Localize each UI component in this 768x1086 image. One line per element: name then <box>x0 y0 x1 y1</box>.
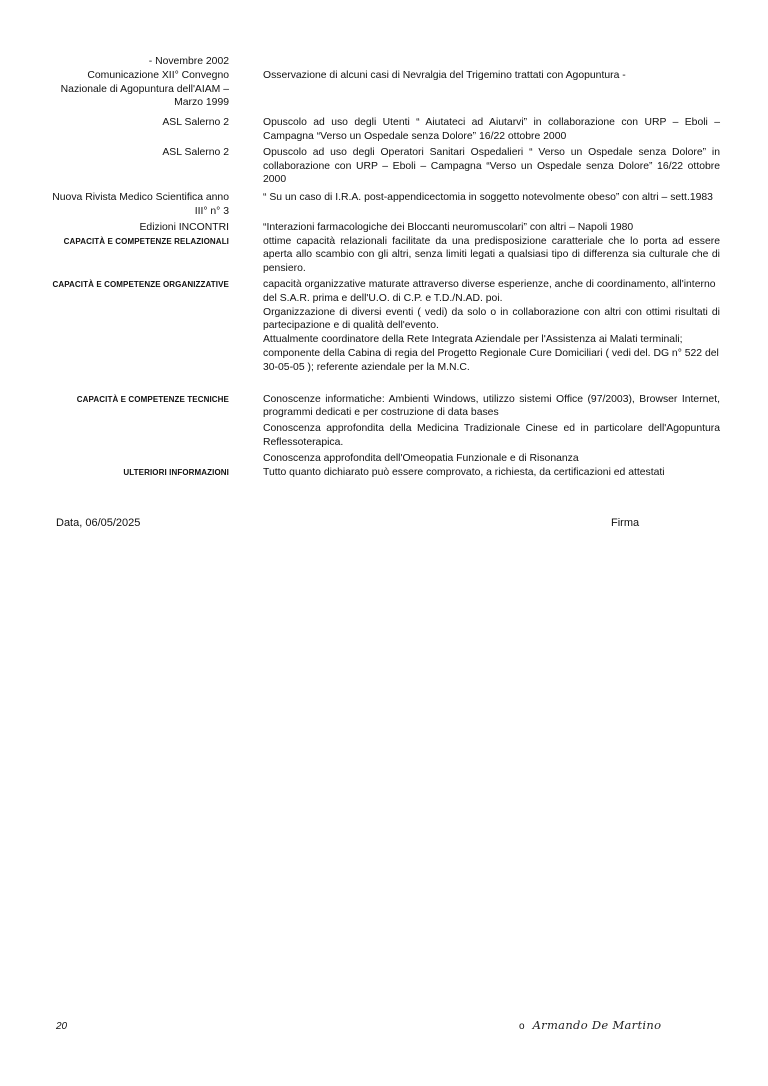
row-label: Comunicazione XII° Convegno Nazionale di Agopuntura dell'AIAM – Marzo 1999 <box>60 69 229 109</box>
paragraph: Conoscenza approfondita della Medicina Tradizionale Cinese ed in particolare dell'Agopuntura Reflessoterapica. <box>263 423 720 448</box>
cv-table <box>40 55 720 479</box>
section-paragraphs <box>263 393 720 466</box>
row-label: - Novembre 2002 <box>148 56 229 67</box>
page-number: 20 <box>56 1021 68 1032</box>
paragraph: capacità organizzative maturate attraverso diverse esperienze, anche di coordinamento, all'interno del S.A.R. prima e dell'U.O. di C.P. e T.D./N.AD. poi. <box>263 278 716 304</box>
date-line: Data, 06/05/2025 <box>56 517 141 529</box>
section-label: CAPACITÀ E COMPETENZE RELAZIONALI <box>63 236 229 246</box>
row-label: ASL Salerno 2 <box>162 117 229 129</box>
author-signature: Armando De Martino <box>532 1018 662 1032</box>
row-label: Edizioni INCONTRI <box>139 221 229 233</box>
section-relazionali <box>40 235 720 276</box>
row-value: Osservazione di alcuni casi di Nevralgia del Trigemino trattati con Agopuntura - <box>263 69 626 81</box>
row-label: ASL Salerno 2 <box>162 146 229 158</box>
section-text: Tutto quanto dichiarato può essere comprovato, a richiesta, da certificazioni ed attestati <box>263 466 665 478</box>
publication-row <box>40 221 720 235</box>
row-label: Nuova Rivista Medico Scientifica anno III° n° 3 <box>52 192 229 217</box>
publication-row <box>40 69 720 110</box>
author-footer <box>519 1018 661 1032</box>
row-value: “ Su un caso di I.R.A. post-appendicectomia in soggetto notevolmente obeso” con altri – sett.1983 <box>263 192 713 204</box>
paragraph: Conoscenza approfondita dell'Omeopatia Funzionale e di Risonanza <box>263 452 579 464</box>
publication-row <box>40 146 720 187</box>
paragraph: Attualmente coordinatore della Rete Integrata Aziendale per l'Assistenza ai Malati terminali; componente della Cabina di regia del Progetto Regionale Cure Domiciliari ( vedi del. DG n° 522 del 30-05-05 ); referente aziendale per la M.N.C. <box>263 334 719 373</box>
section-organizzative <box>40 278 720 375</box>
row-value: Opuscolo ad uso degli Operatori Sanitari Ospedalieri “ Verso un Ospedale senza Dolore” in collaborazione con URP – Eboli – Campagna “Verso un Ospedale senza Dolore” 16/22 ottobre 2000 <box>263 146 720 186</box>
section-ulteriori <box>40 466 720 480</box>
paragraph: Conoscenze informatiche: Ambienti Windows, utilizzo sistemi Office (97/2003), Browser Internet, programmi dedicati e per costruzione di data bases <box>263 393 720 419</box>
row-value: “Interazioni farmacologiche dei Bloccanti neuromuscolari” con altri – Napoli 1980 <box>263 221 634 233</box>
section-label: CAPACITÀ E COMPETENZE ORGANIZZATIVE <box>52 279 229 289</box>
section-label: CAPACITÀ E COMPETENZE TECNICHE <box>76 394 229 404</box>
section-paragraphs <box>263 278 720 375</box>
section-tecniche <box>40 393 720 466</box>
publication-row <box>40 116 720 144</box>
section-label: ULTERIORI INFORMAZIONI <box>123 467 229 477</box>
row-value <box>263 55 720 69</box>
row-value: Opuscolo ad uso degli Utenti “ Aiutateci ad Aiutarvi” in collaborazione con URP – Eboli – Campagna “Verso un Ospedale senza Dolore” 16/22 ottobre 2000 <box>263 117 720 142</box>
publication-row <box>40 191 720 219</box>
paragraph: Organizzazione di diversi eventi ( vedi) da solo o in collaborazione con altri con ottimi risultati di partecipazione e di qualità dell'evento. <box>263 306 720 332</box>
publication-row <box>40 55 720 69</box>
bullet-icon: o <box>519 1021 525 1032</box>
signature-label: Firma <box>611 517 640 529</box>
section-text: ottime capacità relazionali facilitate da una predisposizione caratteriale che lo porta ad essere aperta allo scambio con gli altri, senza limiti legati a qualsiasi tipo di differenza sia culturale che di pensiero. <box>263 235 720 275</box>
